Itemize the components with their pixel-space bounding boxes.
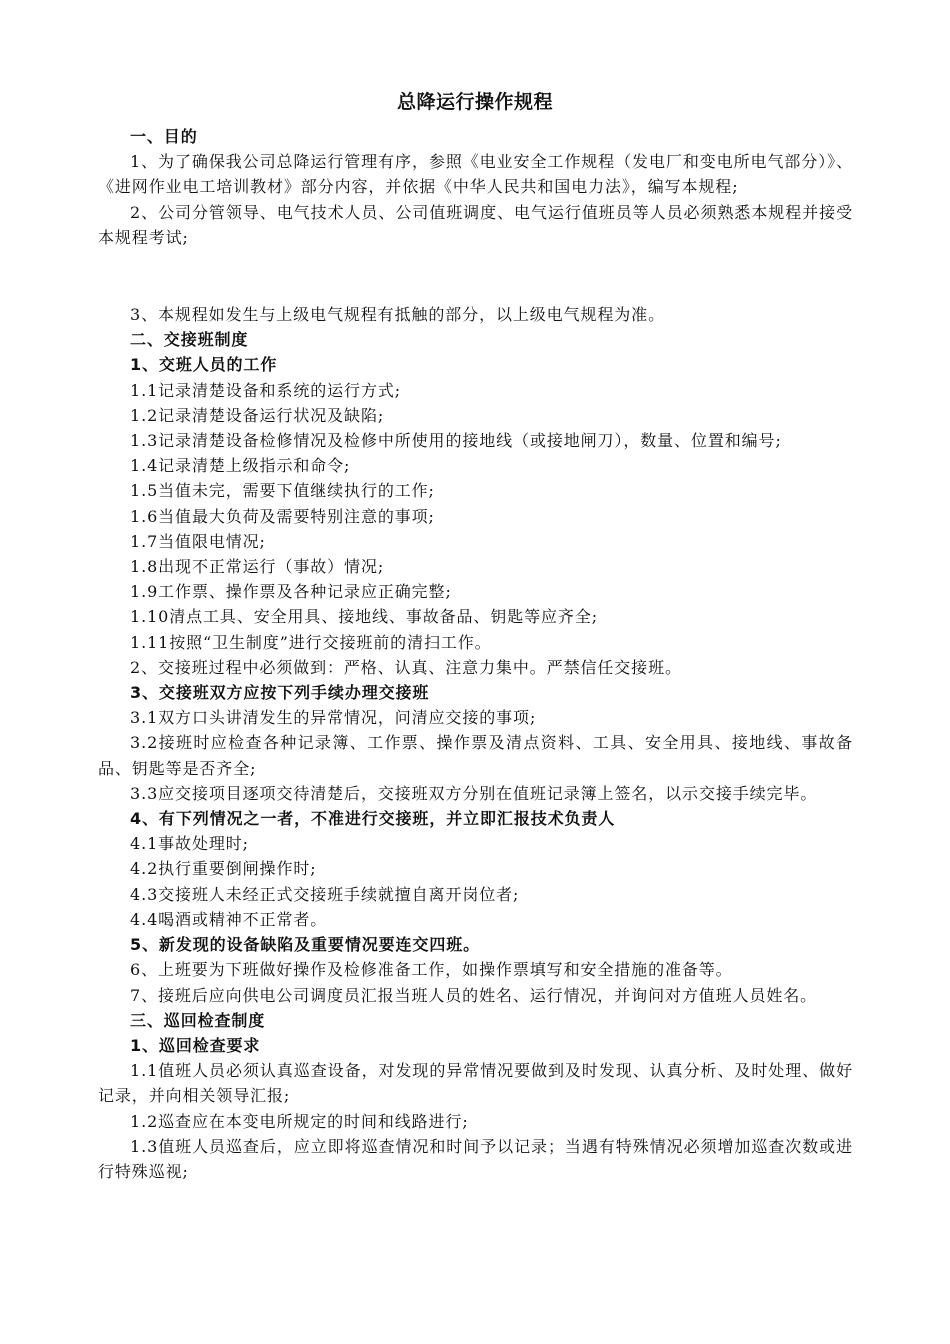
document-body xyxy=(98,124,853,1184)
paragraph: 一、目的 xyxy=(130,127,198,146)
paragraph: 1、交班人员的工作 xyxy=(130,355,278,375)
paragraph: 4.2执行重要倒闸操作时; xyxy=(130,859,317,879)
paragraph: 3、本规程如发生与上级电气规程有抵触的部分，以上级电气规程为准。 xyxy=(130,305,665,325)
paragraph: 1.5当值未完，需要下值继续执行的工作; xyxy=(130,481,435,501)
paragraph: 7、接班后应向供电公司调度员汇报当班人员的姓名、运行情况，并询问对方值班人员姓名。 xyxy=(130,985,818,1005)
paragraph: 1、为了确保我公司总降运行管理有序，参照《电业安全工作规程（发电厂和变电所电气部分）》、《进网作业电工培训教材》部分内容，并依据《中华人民共和国电力法》，编写本规程; xyxy=(98,152,853,197)
paragraph: 1.2巡查应在本变电所规定的时间和线路进行; xyxy=(130,1111,469,1131)
paragraph: 2、公司分管领导、电气技术人员、公司值班调度、电气运行值班员等人员必须熟悉本规程并接受本规程考试; xyxy=(98,202,853,247)
paragraph: 1.7当值限电情况; xyxy=(130,531,266,551)
paragraph: 三、巡回检查制度 xyxy=(130,1010,266,1030)
paragraph: 3.3应交接项目逐项交待清楚后，交接班双方分别在值班记录簿上签名，以示交接手续完毕。 xyxy=(130,783,818,803)
paragraph: 1.3值班人员巡查后，应立即将巡查情况和时间予以记录；当遇有特殊情况必须增加巡查次数或进行特殊巡视; xyxy=(98,1136,853,1181)
paragraph: 1.10清点工具、安全用具、接地线、事故备品、钥匙等应齐全; xyxy=(130,607,599,627)
paragraph: 4.4喝酒或精神不正常者。 xyxy=(130,909,328,929)
paragraph: 1.1记录清楚设备和系统的运行方式; xyxy=(130,380,402,400)
paragraph: 1.8出现不正常运行（事故）情况; xyxy=(130,557,385,577)
paragraph: 1.1值班人员必须认真巡查设备，对发现的异常情况要做到及时发现、认真分析、及时处理、做好记录，并向相关领导汇报; xyxy=(98,1061,853,1106)
paragraph: 1.6当值最大负荷及需要特别注意的事项; xyxy=(130,506,435,526)
paragraph: 3.2接班时应检查各种记录簿、工作票、操作票及清点资料、工具、安全用具、接地线、事故备品、钥匙等是否齐全; xyxy=(98,733,853,778)
paragraph: 4、有下列情况之一者，不准进行交接班，并立即汇报技术负责人 xyxy=(130,809,616,829)
paragraph: 二、交接班制度 xyxy=(130,330,249,350)
paragraph: 1.2记录清楚设备运行状况及缺陷; xyxy=(130,405,385,425)
paragraph: 3.1双方口头讲清发生的异常情况，问清应交接的事项; xyxy=(130,708,537,728)
paragraph: 4.3交接班人未经正式交接班手续就擅自离开岗位者; xyxy=(130,884,520,904)
paragraph: 4.1事故处理时; xyxy=(130,834,249,854)
paragraph: 1.9工作票、操作票及各种记录应正确完整; xyxy=(130,582,452,602)
paragraph: 2、交接班过程中必须做到：严格、认真、注意力集中。严禁信任交接班。 xyxy=(130,657,682,677)
paragraph: 1.11按照“卫生制度”进行交接班前的清扫工作。 xyxy=(130,632,492,652)
paragraph: 5、新发现的设备缺陷及重要情况要连交四班。 xyxy=(130,935,481,955)
paragraph: 6、上班要为下班做好操作及检修准备工作，如操作票填写和安全措施的准备等。 xyxy=(130,960,733,980)
document-title: 总降运行操作规程 xyxy=(396,91,553,113)
blank-space xyxy=(98,250,853,302)
paragraph: 1.3记录清楚设备检修情况及检修中所使用的接地线（或接地闸刀），数量、位置和编号; xyxy=(130,431,782,451)
paragraph: 3、交接班双方应按下列手续办理交接班 xyxy=(130,683,430,703)
paragraph: 1.4记录清楚上级指示和命令; xyxy=(130,456,351,476)
paragraph: 1、巡回检查要求 xyxy=(130,1035,261,1055)
